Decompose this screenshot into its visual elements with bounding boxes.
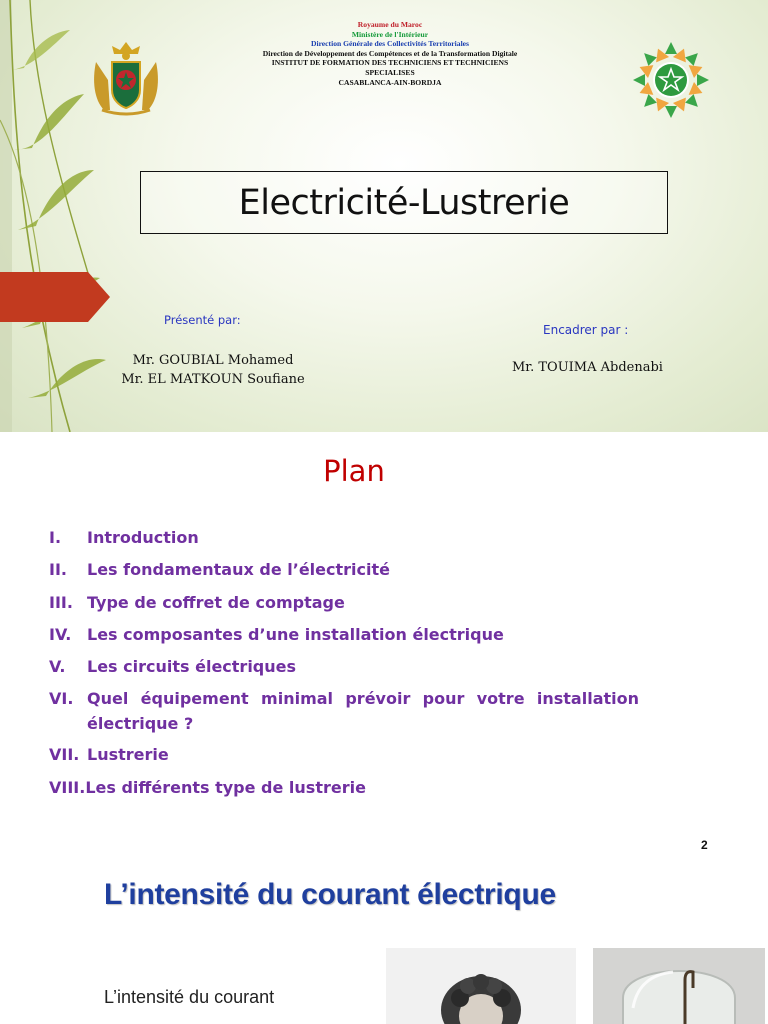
- plan-item-number: V.: [49, 657, 66, 677]
- plan-item-number: VIII.: [49, 777, 86, 797]
- presenter-name: Mr. EL MATKOUN Soufiane: [121, 372, 305, 387]
- header-institute: INSTITUT DE FORMATION DES TECHNICIENS ET TECHNICIENS: [271, 58, 509, 68]
- plan-item: [49, 683, 639, 739]
- supervisor-name: Mr. TOUIMA Abdenabi: [512, 360, 663, 375]
- plan-item-text: Les composantes d’une installation électrique: [87, 624, 504, 644]
- light-bulb-image: [593, 948, 765, 1024]
- header-specialises: SPECIALISES: [365, 67, 415, 77]
- plan-item-number: II.: [49, 560, 67, 580]
- plan-item-number: III.: [49, 592, 73, 612]
- plan-item-text: Les fondamentaux de l’électricité: [87, 560, 390, 580]
- plan-item-text: Type de coffret de comptage: [87, 592, 345, 612]
- accent-arrow-shape: [0, 272, 110, 322]
- scientist-portrait-image: [386, 948, 576, 1024]
- plan-slide: [0, 432, 768, 864]
- plan-list: [49, 522, 639, 804]
- slide-title: Electricité-Lustrerie: [238, 182, 570, 223]
- plan-item: [49, 554, 639, 586]
- plan-item: [49, 772, 639, 804]
- plan-item-text: Lustrerie: [87, 745, 169, 765]
- plan-title: Plan: [323, 454, 385, 488]
- star-ring-logo: [628, 40, 714, 120]
- header-ministry: Ministère de l'Intérieur: [351, 29, 429, 39]
- plan-item-number: IV.: [49, 624, 72, 644]
- page-number: 2: [701, 838, 708, 852]
- slide-heading: L’intensité du courant électrique: [104, 878, 556, 911]
- presenters-list: [114, 351, 312, 389]
- title-box: [140, 171, 668, 234]
- current-slide: [0, 864, 768, 1024]
- plan-item-number: VI.: [49, 689, 74, 709]
- plan-item-number: VII.: [49, 745, 80, 765]
- slide-body-text: L’intensité du courant: [104, 987, 275, 1007]
- plan-item-text: Introduction: [87, 528, 199, 547]
- title-slide: [0, 0, 768, 432]
- moroccan-crest-logo: [88, 40, 164, 116]
- plan-item: [49, 619, 639, 651]
- header-direction: Direction Générale des Collectivités Territoriales: [310, 39, 470, 49]
- header-city: CASABLANCA-AIN-BORDJA: [338, 77, 442, 87]
- presented-by-label: Présenté par:: [164, 313, 241, 327]
- plan-item: [49, 587, 639, 619]
- presenter-name: Mr. GOUBIAL Mohamed: [132, 353, 294, 368]
- institution-header: [180, 20, 600, 87]
- plan-item-text: Les circuits électriques: [87, 657, 297, 677]
- plan-item: [49, 651, 639, 683]
- header-subdirection: Direction de Développement des Compétences et de la Transformation Digitale: [262, 48, 518, 58]
- plan-item-text: Quel équipement minimal prévoir pour votre installation électrique ?: [87, 689, 639, 733]
- plan-item: [49, 522, 639, 554]
- plan-item: [49, 739, 639, 771]
- plan-item-number: I.: [49, 528, 62, 547]
- supervised-by-label: Encadrer par :: [543, 323, 629, 337]
- header-kingdom: Royaume du Maroc: [357, 20, 423, 29]
- plan-item-text: Les différents type de lustrerie: [85, 777, 366, 797]
